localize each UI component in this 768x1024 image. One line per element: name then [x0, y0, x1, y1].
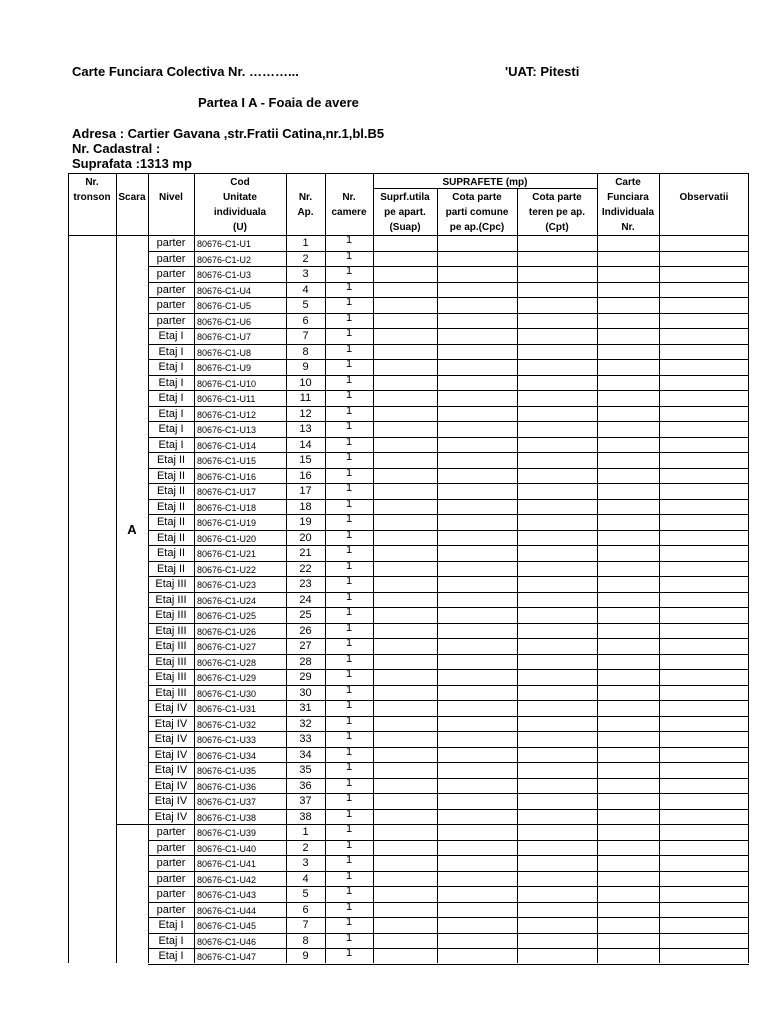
- cell-cod: 80676-C1-U15: [197, 456, 257, 466]
- column-divider: [373, 173, 374, 963]
- cell-camere: 1: [345, 622, 353, 634]
- row-divider: [148, 623, 749, 624]
- cell-ap-nr: 13: [299, 423, 312, 435]
- row-divider: [148, 840, 749, 841]
- row-divider: [148, 297, 749, 298]
- cell-camere: 1: [345, 761, 353, 773]
- cell-camere: 1: [345, 405, 353, 417]
- row-divider: [148, 607, 749, 608]
- cell-ap-nr: 10: [299, 377, 312, 389]
- row-divider: [148, 282, 749, 283]
- cell-camere: 1: [345, 591, 353, 603]
- cell-ap-nr: 7: [302, 330, 309, 342]
- row-divider: [148, 824, 749, 825]
- surface-line: Suprafata :1313 mp: [72, 156, 192, 171]
- row-divider: [148, 902, 749, 903]
- cell-ap-nr: 22: [299, 563, 312, 575]
- cell-nivel: Etaj I: [158, 423, 184, 435]
- cell-nivel: Etaj I: [158, 346, 184, 358]
- cell-ap-nr: 8: [302, 346, 309, 358]
- cell-nivel: Etaj I: [158, 392, 184, 404]
- cell-nivel: Etaj II: [156, 485, 186, 497]
- cell-camere: 1: [345, 343, 353, 355]
- cell-ap-nr: 15: [299, 454, 312, 466]
- cell-ap-nr: 9: [302, 950, 309, 962]
- cell-camere: 1: [345, 529, 353, 541]
- cell-ap-nr: 24: [299, 594, 312, 606]
- row-divider: [148, 793, 749, 794]
- cell-cod: 80676-C1-U42: [197, 875, 257, 885]
- cell-cod: 80676-C1-U19: [197, 518, 257, 528]
- row-divider: [148, 375, 749, 376]
- cell-ap-nr: 11: [299, 392, 312, 404]
- cell-cod: 80676-C1-U7: [197, 332, 252, 342]
- cell-ap-nr: 3: [302, 268, 309, 280]
- cell-ap-nr: 28: [299, 656, 312, 668]
- cell-camere: 1: [345, 420, 353, 432]
- cell-cod: 80676-C1-U45: [197, 921, 257, 931]
- cell-camere: 1: [345, 575, 353, 587]
- cell-camere: 1: [345, 668, 353, 680]
- cell-cod: 80676-C1-U33: [197, 735, 257, 745]
- cell-camere: 1: [345, 389, 353, 401]
- cell-ap-nr: 32: [299, 718, 312, 730]
- cell-ap-nr: 30: [299, 687, 312, 699]
- cell-cod: 80676-C1-U13: [197, 425, 257, 435]
- cell-camere: 1: [345, 637, 353, 649]
- address-line: Adresa : Cartier Gavana ,str.Fratii Catina,nr.1,bl.B5: [72, 126, 385, 141]
- table-border-top: [68, 173, 749, 174]
- header-suap: Suprf.utila pe apart. (Suap): [380, 192, 430, 233]
- cell-nivel: Etaj I: [158, 330, 184, 342]
- cell-camere: 1: [345, 684, 353, 696]
- row-divider: [148, 328, 749, 329]
- scara-label: A: [127, 522, 137, 537]
- cell-nivel: parter: [156, 842, 186, 854]
- cell-cod: 80676-C1-U40: [197, 844, 257, 854]
- cell-nivel: Etaj IV: [154, 795, 188, 807]
- cell-nivel: Etaj I: [158, 919, 184, 931]
- cell-camere: 1: [345, 544, 353, 556]
- row-divider: [148, 313, 749, 314]
- cell-cod: 80676-C1-U2: [197, 255, 252, 265]
- row-divider: [148, 359, 749, 360]
- row-divider: [148, 499, 749, 500]
- cell-ap-nr: 4: [302, 873, 309, 885]
- cell-camere: 1: [345, 947, 353, 959]
- cell-cod: 80676-C1-U20: [197, 534, 257, 544]
- cell-ap-nr: 26: [299, 625, 312, 637]
- cell-nivel: Etaj II: [156, 547, 186, 559]
- cell-camere: 1: [345, 932, 353, 944]
- cell-nivel: Etaj II: [156, 563, 186, 575]
- cell-nivel: Etaj IV: [154, 702, 188, 714]
- cell-camere: 1: [345, 560, 353, 572]
- row-divider: [148, 948, 749, 949]
- cell-nivel: parter: [156, 237, 186, 249]
- cell-cod: 80676-C1-U29: [197, 673, 257, 683]
- cell-ap-nr: 36: [299, 780, 312, 792]
- row-divider: [148, 917, 749, 918]
- cell-cod: 80676-C1-U17: [197, 487, 257, 497]
- cell-ap-nr: 34: [299, 749, 312, 761]
- cell-cod: 80676-C1-U32: [197, 720, 257, 730]
- cell-nivel: parter: [156, 904, 186, 916]
- cell-cod: 80676-C1-U27: [197, 642, 257, 652]
- uat-label: 'UAT: Pitesti: [505, 64, 580, 79]
- cell-ap-nr: 1: [302, 826, 309, 838]
- cell-cod: 80676-C1-U37: [197, 797, 257, 807]
- cell-ap-nr: 19: [299, 516, 312, 528]
- cell-camere: 1: [345, 854, 353, 866]
- cell-cod: 80676-C1-U46: [197, 937, 257, 947]
- cell-cod: 80676-C1-U10: [197, 379, 257, 389]
- cell-cod: 80676-C1-U21: [197, 549, 257, 559]
- cell-nivel: Etaj III: [155, 578, 187, 590]
- cell-ap-nr: 33: [299, 733, 312, 745]
- cell-camere: 1: [345, 715, 353, 727]
- cell-camere: 1: [345, 250, 353, 262]
- cell-nivel: parter: [156, 315, 186, 327]
- cell-ap-nr: 25: [299, 609, 312, 621]
- cell-cod: 80676-C1-U31: [197, 704, 257, 714]
- row-divider: [148, 762, 749, 763]
- cell-camere: 1: [345, 451, 353, 463]
- cell-ap-nr: 17: [299, 485, 312, 497]
- cell-nivel: Etaj II: [156, 470, 186, 482]
- cell-cod: 80676-C1-U39: [197, 828, 257, 838]
- cell-camere: 1: [345, 699, 353, 711]
- header-carte: Carte Funciara Individuala Nr.: [601, 177, 655, 233]
- row-divider: [148, 452, 749, 453]
- header-tronson: Nr. tronson: [73, 177, 111, 203]
- header-scara: Scara: [118, 192, 146, 203]
- cell-cod: 80676-C1-U1: [197, 239, 252, 249]
- document-subtitle: Partea I A - Foaia de avere: [198, 95, 359, 110]
- scara-group-divider: [116, 824, 148, 825]
- cell-nivel: Etaj I: [158, 361, 184, 373]
- cell-nivel: Etaj I: [158, 408, 184, 420]
- row-divider: [148, 437, 749, 438]
- cell-cod: 80676-C1-U34: [197, 751, 257, 761]
- column-divider: [116, 173, 117, 963]
- cell-nivel: Etaj IV: [154, 749, 188, 761]
- cell-camere: 1: [345, 281, 353, 293]
- cell-cod: 80676-C1-U44: [197, 906, 257, 916]
- cell-camere: 1: [345, 746, 353, 758]
- cell-camere: 1: [345, 885, 353, 897]
- cell-nivel: Etaj III: [155, 640, 187, 652]
- header-nivel: Nivel: [159, 192, 183, 203]
- cell-camere: 1: [345, 839, 353, 851]
- cell-ap-nr: 1: [302, 237, 309, 249]
- cell-ap-nr: 4: [302, 284, 309, 296]
- row-divider: [148, 406, 749, 407]
- header-ap: Nr. Ap.: [297, 192, 314, 218]
- cell-camere: 1: [345, 916, 353, 928]
- cell-cod: 80676-C1-U38: [197, 813, 257, 823]
- cell-cod: 80676-C1-U4: [197, 286, 252, 296]
- cell-nivel: Etaj IV: [154, 780, 188, 792]
- row-divider: [148, 669, 749, 670]
- row-divider: [148, 592, 749, 593]
- column-divider: [659, 173, 660, 963]
- cell-ap-nr: 29: [299, 671, 312, 683]
- row-divider: [148, 871, 749, 872]
- property-table: [68, 173, 749, 963]
- row-divider: [148, 344, 749, 345]
- header-camere: Nr. camere: [331, 192, 367, 218]
- cell-nivel: parter: [156, 873, 186, 885]
- row-divider: [148, 514, 749, 515]
- cell-ap-nr: 6: [302, 315, 309, 327]
- document-title: Carte Funciara Colectiva Nr. ………...: [72, 64, 299, 79]
- cell-cod: 80676-C1-U24: [197, 596, 257, 606]
- cell-nivel: parter: [156, 888, 186, 900]
- row-divider: [148, 685, 749, 686]
- cell-ap-nr: 35: [299, 764, 312, 776]
- cell-nivel: Etaj I: [158, 377, 184, 389]
- cell-cod: 80676-C1-U3: [197, 270, 252, 280]
- cell-ap-nr: 27: [299, 640, 312, 652]
- cell-nivel: Etaj III: [155, 671, 187, 683]
- cell-nivel: Etaj II: [156, 516, 186, 528]
- cell-ap-nr: 2: [302, 842, 309, 854]
- cell-nivel: Etaj IV: [154, 718, 188, 730]
- cell-camere: 1: [345, 296, 353, 308]
- cell-camere: 1: [345, 498, 353, 510]
- row-divider: [148, 468, 749, 469]
- cell-ap-nr: 12: [299, 408, 312, 420]
- row-divider: [148, 886, 749, 887]
- row-divider: [148, 561, 749, 562]
- cell-cod: 80676-C1-U30: [197, 689, 257, 699]
- header-suprafete: SUPRAFETE (mp): [442, 177, 528, 188]
- cadastral-line: Nr. Cadastral :: [72, 141, 161, 156]
- cell-cod: 80676-C1-U12: [197, 410, 257, 420]
- cell-cod: 80676-C1-U41: [197, 859, 257, 869]
- cell-nivel: Etaj I: [158, 935, 184, 947]
- cell-ap-nr: 31: [299, 702, 312, 714]
- cell-cod: 80676-C1-U9: [197, 363, 252, 373]
- cell-cod: 80676-C1-U25: [197, 611, 257, 621]
- row-divider: [148, 933, 749, 934]
- cell-ap-nr: 16: [299, 470, 312, 482]
- row-divider: [148, 576, 749, 577]
- cell-camere: 1: [345, 513, 353, 525]
- cell-camere: 1: [345, 777, 353, 789]
- cell-camere: 1: [345, 870, 353, 882]
- table-border-left: [68, 173, 69, 963]
- row-divider: [148, 483, 749, 484]
- cell-camere: 1: [345, 234, 353, 246]
- cell-cod: 80676-C1-U22: [197, 565, 257, 575]
- cell-nivel: Etaj IV: [154, 733, 188, 745]
- cell-ap-nr: 7: [302, 919, 309, 931]
- header-cpc: Cota parte parti comune pe ap.(Cpc): [445, 192, 509, 233]
- cell-nivel: Etaj III: [155, 625, 187, 637]
- row-divider: [148, 700, 749, 701]
- row-divider: [148, 778, 749, 779]
- cell-ap-nr: 5: [302, 299, 309, 311]
- cell-camere: 1: [345, 606, 353, 618]
- header-cod: Cod Unitate individuala (U): [213, 177, 267, 233]
- cell-camere: 1: [345, 436, 353, 448]
- cell-nivel: Etaj IV: [154, 811, 188, 823]
- row-divider: [148, 545, 749, 546]
- cell-ap-nr: 21: [299, 547, 312, 559]
- row-divider: [148, 809, 749, 810]
- cell-cod: 80676-C1-U11: [197, 394, 256, 404]
- row-divider: [148, 747, 749, 748]
- cell-nivel: Etaj II: [156, 532, 186, 544]
- cell-cod: 80676-C1-U16: [197, 472, 257, 482]
- row-divider: [148, 266, 749, 267]
- cell-camere: 1: [345, 312, 353, 324]
- cell-nivel: Etaj III: [155, 656, 187, 668]
- cell-cod: 80676-C1-U47: [197, 952, 257, 962]
- cell-nivel: Etaj II: [156, 454, 186, 466]
- cell-ap-nr: 6: [302, 904, 309, 916]
- cell-nivel: parter: [156, 268, 186, 280]
- cell-camere: 1: [345, 901, 353, 913]
- cell-camere: 1: [345, 808, 353, 820]
- cell-cod: 80676-C1-U43: [197, 890, 257, 900]
- cell-camere: 1: [345, 467, 353, 479]
- cell-nivel: Etaj IV: [154, 764, 188, 776]
- cell-ap-nr: 9: [302, 361, 309, 373]
- cell-camere: 1: [345, 482, 353, 494]
- cell-camere: 1: [345, 730, 353, 742]
- cell-cod: 80676-C1-U8: [197, 348, 252, 358]
- row-divider: [148, 638, 749, 639]
- cell-ap-nr: 14: [299, 439, 312, 451]
- cell-nivel: parter: [156, 826, 186, 838]
- cell-ap-nr: 3: [302, 857, 309, 869]
- cell-camere: 1: [345, 358, 353, 370]
- cell-nivel: parter: [156, 299, 186, 311]
- cell-nivel: parter: [156, 253, 186, 265]
- cell-ap-nr: 5: [302, 888, 309, 900]
- cell-nivel: Etaj III: [155, 609, 187, 621]
- cell-cod: 80676-C1-U5: [197, 301, 252, 311]
- cell-ap-nr: 2: [302, 253, 309, 265]
- cell-cod: 80676-C1-U23: [197, 580, 257, 590]
- cell-ap-nr: 38: [299, 811, 312, 823]
- cell-ap-nr: 18: [299, 501, 312, 513]
- cell-camere: 1: [345, 374, 353, 386]
- table-border-right: [748, 173, 749, 963]
- row-divider: [148, 964, 749, 965]
- cell-nivel: parter: [156, 284, 186, 296]
- column-divider: [597, 173, 598, 963]
- cell-ap-nr: 20: [299, 532, 312, 544]
- row-divider: [148, 716, 749, 717]
- cell-ap-nr: 37: [299, 795, 312, 807]
- cell-nivel: parter: [156, 857, 186, 869]
- column-divider: [194, 173, 195, 963]
- cell-camere: 1: [345, 327, 353, 339]
- row-divider: [148, 654, 749, 655]
- cell-ap-nr: 23: [299, 578, 312, 590]
- row-divider: [148, 530, 749, 531]
- cell-camere: 1: [345, 265, 353, 277]
- cell-cod: 80676-C1-U18: [197, 503, 257, 513]
- header-cpt: Cota parte teren pe ap. (Cpt): [528, 192, 586, 233]
- cell-nivel: Etaj I: [158, 950, 184, 962]
- cell-nivel: Etaj III: [155, 594, 187, 606]
- cell-nivel: Etaj I: [158, 439, 184, 451]
- cell-ap-nr: 8: [302, 935, 309, 947]
- cell-nivel: Etaj II: [156, 501, 186, 513]
- cell-camere: 1: [345, 823, 353, 835]
- suprafete-group-line: [373, 188, 597, 189]
- cell-cod: 80676-C1-U35: [197, 766, 257, 776]
- cell-cod: 80676-C1-U6: [197, 317, 252, 327]
- row-divider: [148, 855, 749, 856]
- cell-camere: 1: [345, 653, 353, 665]
- row-divider: [148, 731, 749, 732]
- cell-nivel: Etaj III: [155, 687, 187, 699]
- cell-cod: 80676-C1-U28: [197, 658, 257, 668]
- header-observatii: Observatii: [679, 192, 729, 203]
- cell-cod: 80676-C1-U26: [197, 627, 257, 637]
- row-divider: [148, 390, 749, 391]
- row-divider: [148, 251, 749, 252]
- cell-cod: 80676-C1-U36: [197, 782, 257, 792]
- cell-cod: 80676-C1-U14: [197, 441, 257, 451]
- cell-camere: 1: [345, 792, 353, 804]
- row-divider: [148, 421, 749, 422]
